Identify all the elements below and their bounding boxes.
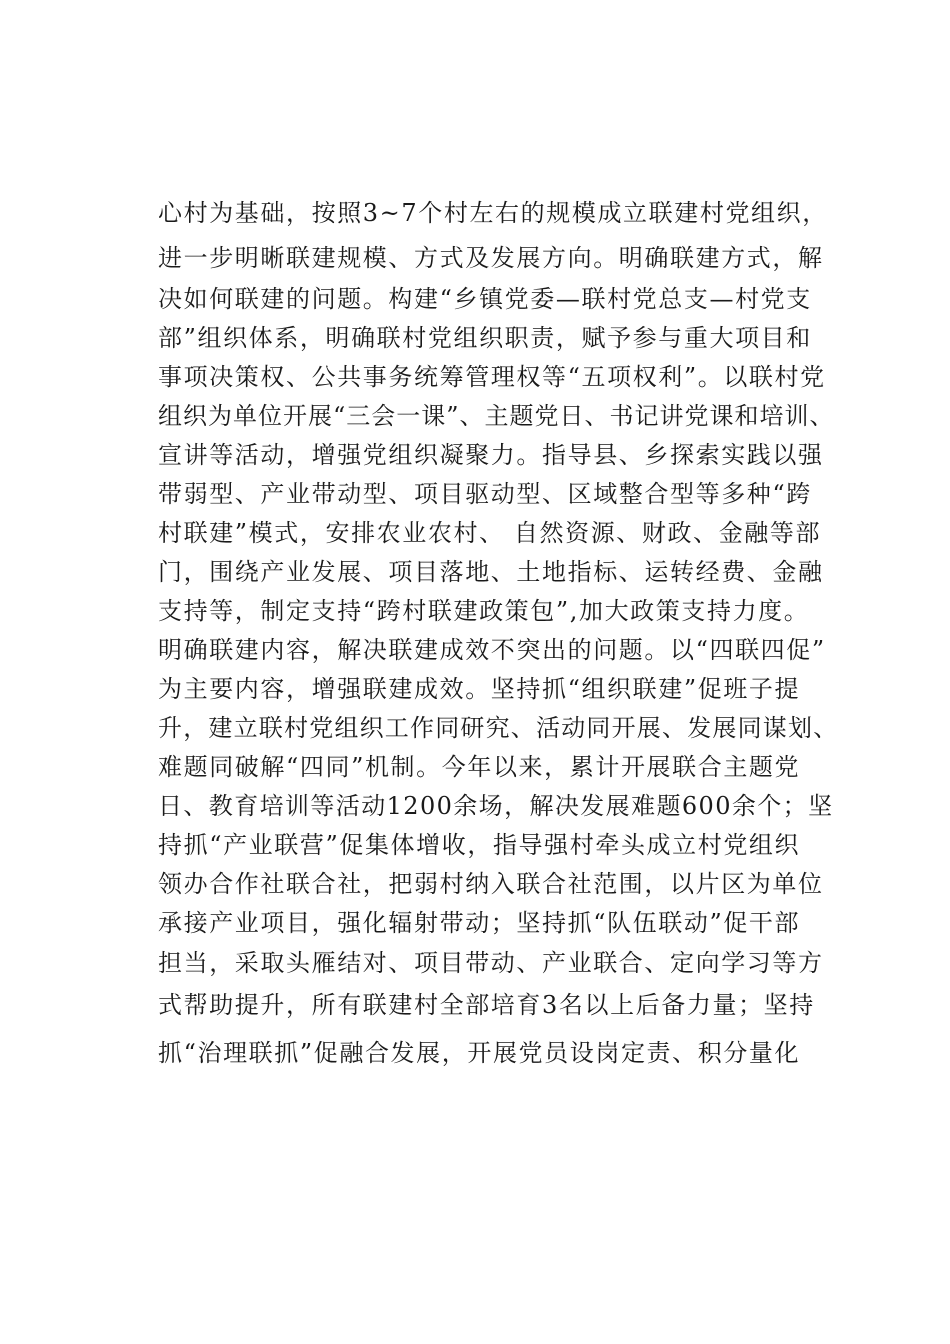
text-line: 带弱型、产业带动型、项目驱动型、区域整合型等多种“跨 bbox=[158, 480, 812, 508]
text-line: 承接产业项目，强化辐射带动；坚持抓“队伍联动”促干部 bbox=[158, 909, 801, 937]
text-line: 难题同破解“四同”机制。今年以来，累计开展联合主题党 bbox=[158, 753, 801, 781]
text-line: 进一步明晰联建规模、方式及发展方向。明确联建方式，解 bbox=[158, 244, 824, 272]
text-line: 抓“治理联抓”促融合发展，开展党员设岗定责、积分量化 bbox=[158, 1039, 801, 1067]
text-line: 心村为基础，按照3~7个村左右的规模成立联建村党组织， bbox=[158, 199, 828, 227]
text-line: 组织为单位开展“三会一课”、主题党日、书记讲党课和培训、 bbox=[158, 402, 835, 430]
text-line: 决如何联建的问题。构建“乡镇党委—联村党总支—村党支 bbox=[158, 285, 812, 313]
text-line: 支持等，制定支持“跨村联建政策包”,加大政策支持力度。 bbox=[158, 597, 810, 625]
text-line: 日、教育培训等活动1200余场，解决发展难题600余个；坚 bbox=[158, 792, 834, 820]
text-line: 门，围绕产业发展、项目落地、土地指标、运转经费、金融 bbox=[158, 558, 824, 586]
text-line: 领办合作社联合社，把弱村纳入联合社范围，以片区为单位 bbox=[158, 870, 824, 898]
text-line: 式帮助提升，所有联建村全部培育3名以上后备力量；坚持 bbox=[158, 991, 815, 1019]
text-line: 明确联建内容，解决联建成效不突出的问题。以“四联四促” bbox=[158, 636, 826, 664]
text-line: 村联建”模式，安排农业农村、 自然资源、财政、金融等部 bbox=[158, 519, 822, 547]
text-line: 事项决策权、公共事务统筹管理权等“五项权利”。以联村党 bbox=[158, 363, 826, 391]
text-line: 部”组织体系，明确联村党组织职责，赋予参与重大项目和 bbox=[158, 324, 812, 352]
text-line: 为主要内容，增强联建成效。坚持抓“组织联建”促班子提 bbox=[158, 675, 801, 703]
text-line: 宣讲等活动，增强党组织凝聚力。指导县、乡探索实践以强 bbox=[158, 441, 824, 469]
text-line: 升，建立联村党组织工作同研究、活动同开展、发展同谋划、 bbox=[158, 714, 839, 742]
text-line: 持抓“产业联营”促集体增收，指导强村牵头成立村党组织 bbox=[158, 831, 801, 859]
text-line: 担当，采取头雁结对、项目带动、产业联合、定向学习等方 bbox=[158, 949, 824, 977]
